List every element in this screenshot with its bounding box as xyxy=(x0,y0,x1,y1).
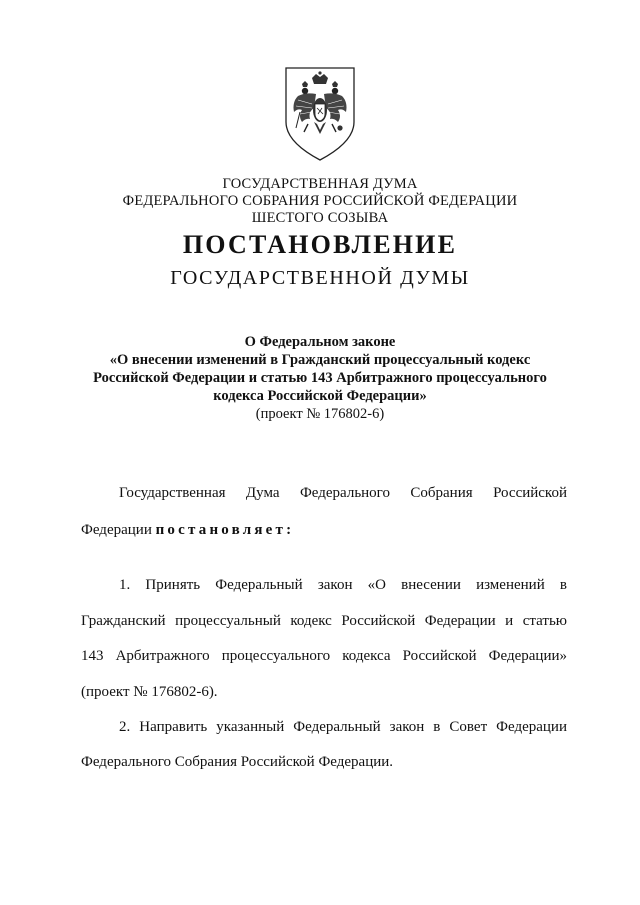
header-line-2: ФЕДЕРАЛЬНОГО СОБРАНИЯ РОССИЙСКОЙ ФЕДЕРАЦИИ xyxy=(122,193,518,209)
item2-line-1: 2. Направить указанный Федеральный закон в Совет Федерации xyxy=(119,719,567,735)
subject-line-4: кодекса Российской Федерации» xyxy=(213,388,427,404)
intro-line-2-start: Федерации xyxy=(81,522,152,538)
project-number: (проект № 176802-6) xyxy=(255,406,385,422)
item1-line-3: 143 Арбитражного процессуального кодекса Российской Федерации» xyxy=(81,648,567,664)
subject-line-2: «О внесении изменений в Гражданский процессуальный кодекс xyxy=(109,352,531,368)
subject-line-1: О Федеральном законе xyxy=(244,334,396,350)
item1-line-1: 1. Принять Федеральный закон «О внесении изменений в xyxy=(119,577,567,593)
header-line-3: ШЕСТОГО СОЗЫВА xyxy=(251,210,389,226)
intro-line-2 xyxy=(81,521,294,539)
header-line-1: ГОСУДАРСТВЕННАЯ ДУМА xyxy=(222,176,418,192)
coat-of-arms-icon xyxy=(272,64,368,164)
intro-keyword: постановляет: xyxy=(155,522,295,538)
document-title: ПОСТАНОВЛЕНИЕ xyxy=(182,230,458,259)
item1-line-4: (проект № 176802-6). xyxy=(81,684,218,700)
item2-line-2: Федерального Собрания Российской Федерации. xyxy=(81,754,394,770)
subject-line-3: Российской Федерации и статью 143 Арбитражного процессуального xyxy=(93,370,547,386)
item1-line-2: Гражданский процессуальный кодекс Российской Федерации и статью xyxy=(81,613,567,629)
intro-line-1: Государственная Дума Федерального Собрания Российской xyxy=(119,485,567,501)
document-subtitle: ГОСУДАРСТВЕННОЙ ДУМЫ xyxy=(170,267,470,289)
